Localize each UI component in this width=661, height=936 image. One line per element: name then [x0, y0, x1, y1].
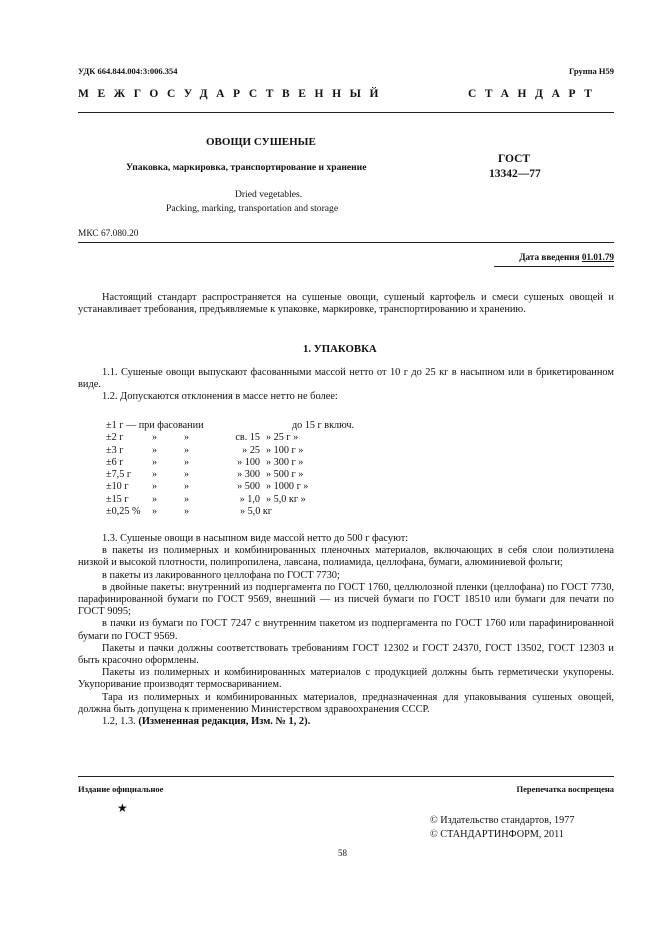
- tolerance-deviation: ±1 г — при фасовании: [106, 420, 204, 431]
- ditto-mark: »: [152, 506, 158, 518]
- amendment-text: (Измененная редакция, Изм. № 1, 2).: [138, 716, 311, 728]
- clause-1-3-item: в пачки из бумаги по ГОСТ 7247 с внутренним пакетом из подпергамента по ГОСТ 1760 или парафинированной бумаги по ГОСТ 9569.: [78, 618, 614, 642]
- tolerance-deviation: ±10 г: [106, 481, 129, 493]
- header-rule: [78, 112, 614, 113]
- clause-1-3-item: Тара из полимерных и комбинированных материалов, предназначенная для упаковывания сушеных овощей, должна быть допущена к применению Министерством здравоохранения СССР.: [78, 691, 614, 715]
- ditto-mark: »: [152, 444, 158, 456]
- ditto-mark: »: [152, 493, 158, 505]
- clause-1-3-item: Пакеты из полимерных и комбинированных материалов с продукцией должны быть герметически укупорены. Укупоривание производят термосвариванием.: [78, 667, 614, 691]
- tolerance-range-to: » 300 г »: [266, 456, 304, 468]
- clause-1-3: [78, 533, 614, 728]
- ditto-mark: »: [152, 469, 158, 481]
- doc-title-en-1: Dried vegetables.: [235, 189, 303, 200]
- tolerance-range-to: » 5,0 кг »: [266, 493, 306, 505]
- banner-interstate: МЕЖГОСУДАРСТВЕННЫЙ: [78, 88, 388, 100]
- group-code: Группа Н59: [568, 66, 614, 76]
- amendment-prefix: 1.2, 1.3.: [102, 716, 136, 728]
- intro-date: [519, 252, 614, 262]
- ditto-mark: »: [152, 456, 158, 468]
- tolerance-range-from: » 25: [242, 444, 260, 456]
- tolerance-range-from: » 500: [237, 481, 260, 493]
- intro-text: Настоящий стандарт распространяется на сушеные овощи, сушеный картофель и смеси сушеных овощей и устанавливает требования, предъявляемые к упаковке, маркировке, транспортированию и хранению.: [78, 292, 614, 316]
- amendment-note: [78, 716, 614, 728]
- tolerance-deviation: ±3 г: [106, 444, 124, 456]
- gost-number: 13342—77: [489, 168, 541, 180]
- clause-1-3-lead: 1.3. Сушеные овощи в насыпном виде массой нетто до 500 г фасуют:: [102, 533, 409, 544]
- tolerance-range-from: » 100: [237, 456, 260, 468]
- ditto-mark: »: [152, 481, 158, 493]
- banner-standard: СТАНДАРТ: [468, 88, 601, 100]
- tolerance-deviation: ±2 г: [106, 432, 124, 444]
- tolerance-deviation: ±0,25 %: [106, 506, 141, 518]
- ditto-mark: »: [152, 432, 158, 444]
- ditto-mark: »: [184, 481, 190, 493]
- footer-rule: [78, 776, 614, 777]
- tolerance-range-from: » 5,0 кг: [239, 506, 272, 518]
- clause-1-2: 1.2. Допускаются отклонения в массе нетто не более:: [102, 391, 338, 403]
- official-edition: Издание официальное: [78, 784, 164, 794]
- ditto-mark: »: [184, 444, 190, 456]
- intro-date-label: Дата введения: [519, 252, 580, 262]
- tolerance-range-to: » 1000 г »: [266, 481, 309, 493]
- tolerance-range-to: до 15 г включ.: [292, 420, 355, 431]
- tolerance-range-from: » 1,0: [239, 493, 260, 505]
- doc-subtitle: Упаковка, маркировка, транспортирование и хранение: [126, 162, 367, 173]
- clause-1-3-item: в пакеты из полимерных и комбинированных пленочных материалов, включающих в себя слои полиэтилена низкой и высокой плотности, полипропилена, лавсана, полиамида, целлофана, бумаги, алюминиевой фольги;: [78, 545, 614, 569]
- tolerance-range-from: » 300: [237, 469, 260, 481]
- tolerance-range-to: » 100 г »: [266, 444, 304, 456]
- section-1-title: 1. УПАКОВКА: [303, 343, 377, 355]
- tolerance-deviation: ±15 г: [106, 493, 129, 505]
- clause-1-3-item: в двойные пакеты: внутренний из подпергамента по ГОСТ 1760, целлюлозной пленки (целлофана) по ГОСТ 7730, парафинированной бумаги по ГОСТ 9569, внешний — из писчей бумаги по ГОСТ 18510 или бумаги для печати по ГОСТ 9095;: [78, 581, 614, 618]
- tolerance-range-to: » 25 г »: [266, 432, 299, 444]
- doc-title: ОВОЩИ СУШЕНЫЕ: [206, 136, 316, 148]
- section-1-paragraphs: [78, 367, 614, 404]
- clause-1-1: 1.1. Сушеные овощи выпускают фасованными массой нетто от 10 г до 25 кг в насыпном или в брикетированном виде.: [78, 367, 614, 391]
- ditto-mark: »: [184, 493, 190, 505]
- intro-date-value: 01.01.79: [581, 252, 614, 262]
- udk-code: УДК 664.844.004:3:006.354: [78, 66, 178, 76]
- reprint-forbidden: Перепечатка воспрещена: [516, 784, 614, 794]
- ditto-mark: »: [184, 469, 190, 481]
- tolerance-deviation: ±6 г: [106, 456, 124, 468]
- star-icon: ★: [117, 801, 128, 815]
- title-rule: [78, 242, 614, 243]
- tolerance-range-to: » 500 г »: [266, 469, 304, 481]
- ditto-mark: »: [184, 506, 190, 518]
- copyright-1977: © Издательство стандартов, 1977: [430, 815, 575, 826]
- page-number: 58: [338, 848, 347, 858]
- clause-1-3-item: в пакеты из лакированного целлофана по ГОСТ 7730;: [102, 569, 340, 581]
- clause-1-3-item: Пакеты и пачки должны соответствовать требованиям ГОСТ 12302 и ГОСТ 24370, ГОСТ 13502, ГОСТ 12303 и быть красочно оформлены.: [78, 642, 614, 667]
- date-underline-rule: [494, 266, 614, 267]
- doc-title-en-2: Packing, marking, transportation and storage: [166, 203, 339, 214]
- intro-paragraph: [78, 292, 614, 316]
- ditto-mark: »: [184, 456, 190, 468]
- mks-code: МКС 67.080.20: [78, 229, 139, 239]
- copyright-2011: © СТАНДАРТИНФОРМ, 2011: [430, 829, 564, 840]
- ditto-mark: »: [184, 432, 190, 444]
- tolerance-deviation: ±7,5 г: [106, 469, 132, 481]
- gost-label: ГОСТ: [498, 153, 531, 165]
- tolerance-range-from: св. 15: [235, 432, 260, 444]
